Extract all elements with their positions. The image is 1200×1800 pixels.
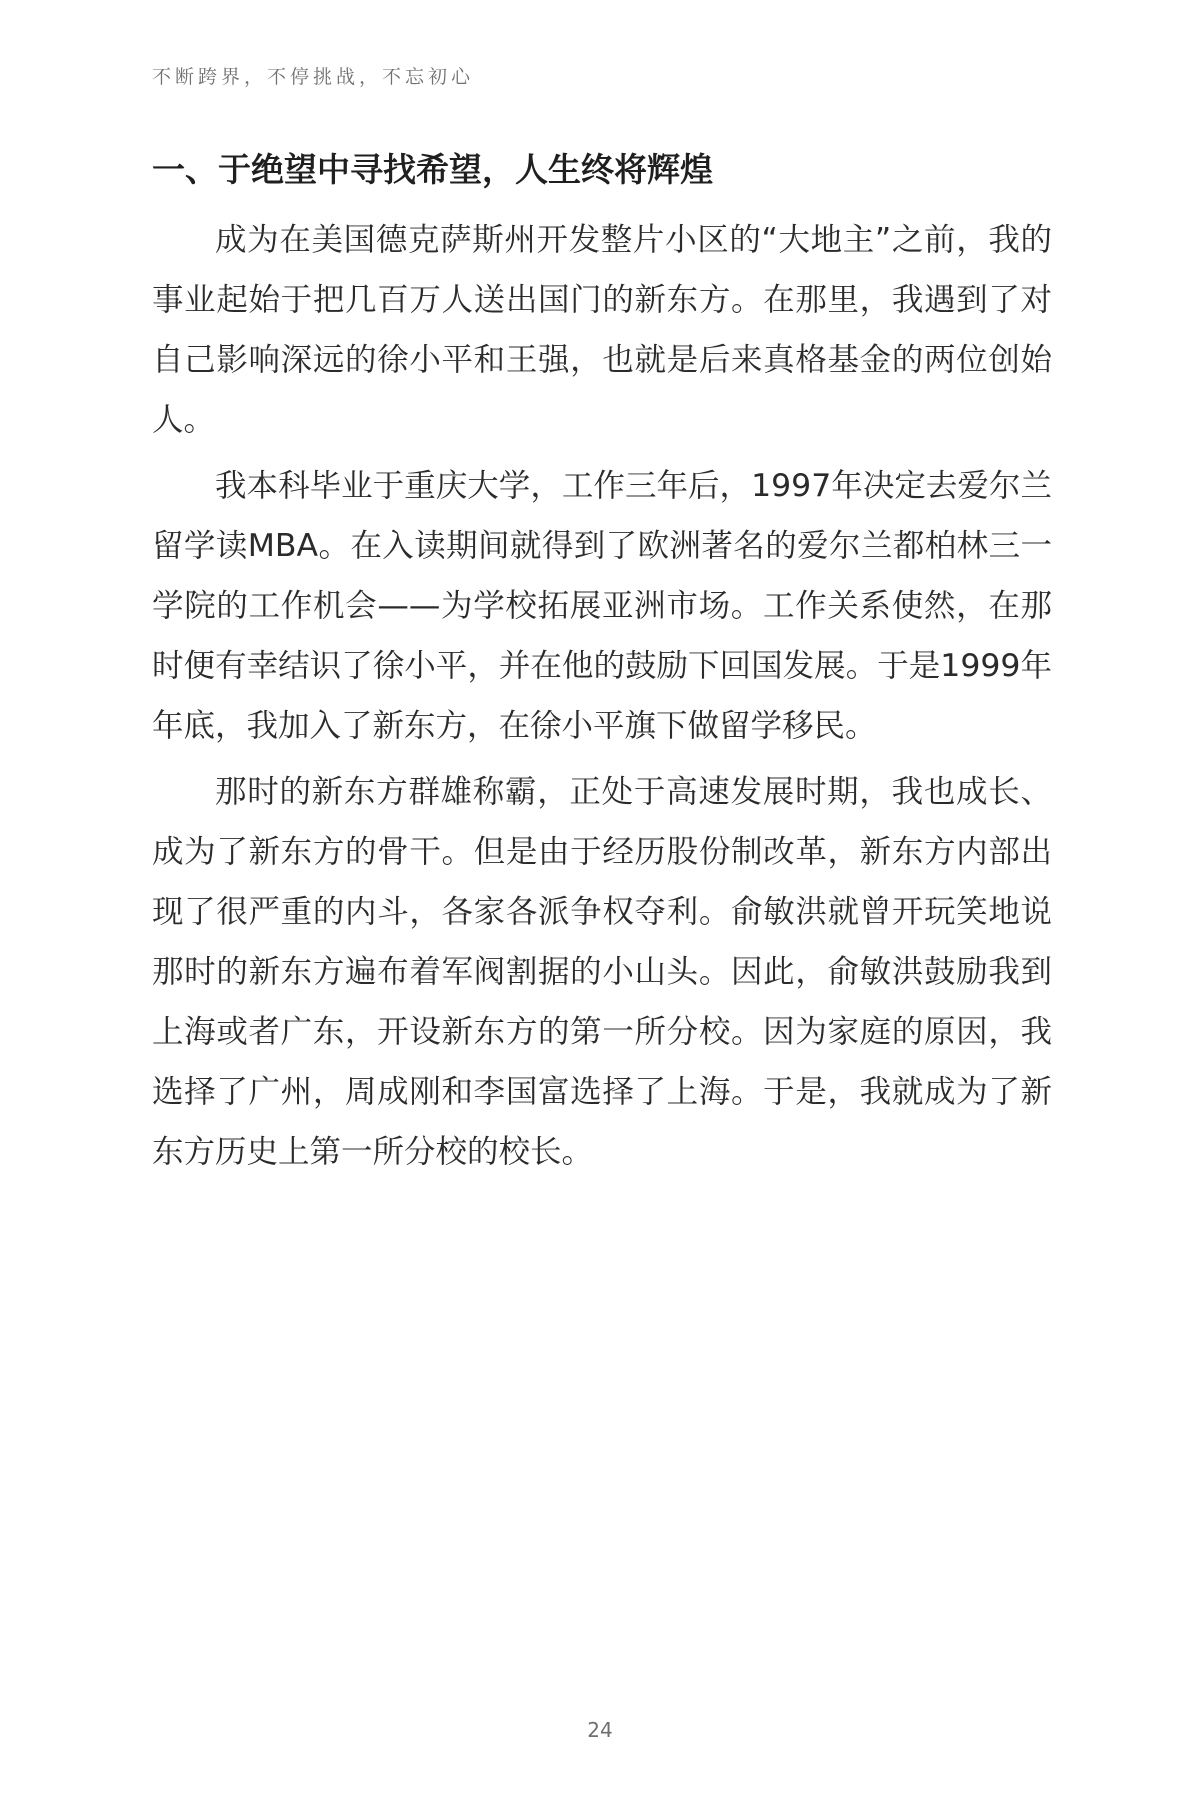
body-text: [152, 210, 1052, 1188]
page-number: 24: [587, 1718, 613, 1742]
paragraph-3: 那时的新东方群雄称霸，正处于高速发展时期，我也成长、成为了新东方的骨干。但是由于经历股份制改革，新东方内部出现了很严重的内斗，各家各派争权夺利。俞敏洪就曾开玩笑地说那时的新东方遍布着军阀割据的小山头。因此，俞敏洪鼓励我到上海或者广东，开设新东方的第一所分校。因为家庭的原因，我选择了广州，周成刚和李国富选择了上海。于是，我就成为了新东方历史上第一所分校的校长。: [152, 774, 1052, 1170]
paragraph-2: 我本科毕业于重庆大学，工作三年后，1997年决定去爱尔兰留学读MBA。在入读期间就得到了欧洲著名的爱尔兰都柏林三一学院的工作机会——为学校拓展亚洲市场。工作关系使然，在那时便有幸结识了徐小平，并在他的鼓励下回国发展。于是1999年年底，我加入了新东方，在徐小平旗下做留学移民。: [152, 468, 1052, 744]
paragraph-1: 成为在美国德克萨斯州开发整片小区的“大地主”之前，我的事业起始于把几百万人送出国门的新东方。在那里，我遇到了对自己影响深远的徐小平和王强，也就是后来真格基金的两位创始人。: [152, 222, 1052, 438]
section-title: 一、于绝望中寻找希望，人生终将辉煌: [152, 150, 713, 189]
running-header: 不断跨界，不停挑战，不忘初心: [152, 66, 475, 88]
